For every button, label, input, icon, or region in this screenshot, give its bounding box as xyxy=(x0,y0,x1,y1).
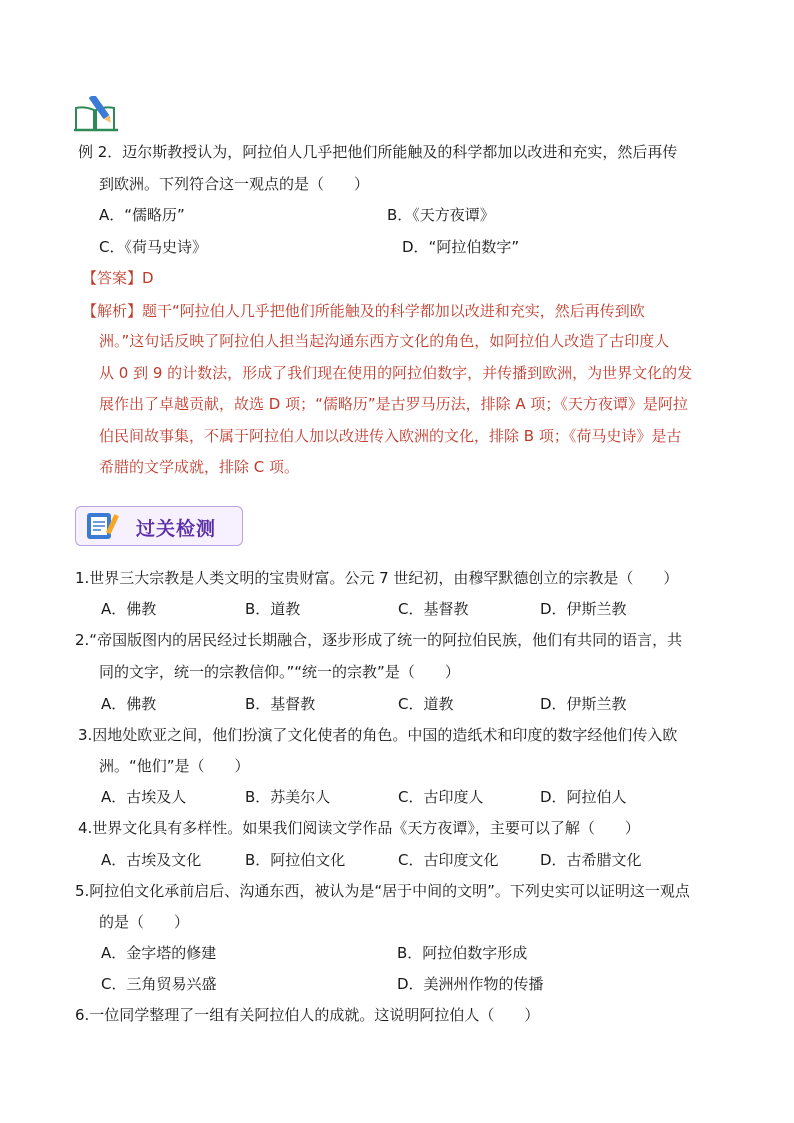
analysis-line-1 xyxy=(82,295,645,327)
example-question-line-1: 例 2．迈尔斯教授认为，阿拉伯人几乎把他们所能触及的科学都加以改进和充实，然后再传 xyxy=(78,143,678,161)
q4-option-b: B．阿拉伯文化 xyxy=(245,851,346,869)
q3-option-a: A．古埃及人 xyxy=(101,788,187,806)
analysis-line-4: 展作出了卓越贡献，故选 D 项；“儒略历”是古罗马历法，排除 A 项；《天方夜谭》是阿拉 xyxy=(99,395,688,413)
q1-option-b: B．道教 xyxy=(245,600,301,618)
q2-option-b: B．基督教 xyxy=(245,695,316,713)
q3-option-b: B．苏美尔人 xyxy=(245,788,331,806)
section-title: 过关检测 xyxy=(136,518,217,540)
q4-option-d: D．古希腊文化 xyxy=(540,851,642,869)
analysis-text: 题干“阿拉伯人几乎把他们所能触及的科学都加以改进和充实，然后再传到欧 xyxy=(142,302,645,320)
q5-option-c: C．三角贸易兴盛 xyxy=(101,975,217,993)
q5-option-b: B．阿拉伯数字形成 xyxy=(397,944,528,962)
answer-tag: 【答案】 xyxy=(82,269,143,287)
analysis-tag: 【解析】 xyxy=(82,302,143,320)
q2-option-c: C．道教 xyxy=(398,695,454,713)
answer-line xyxy=(82,262,154,294)
example-option-a: A．“儒略历” xyxy=(99,206,185,224)
q4-option-c: C．古印度文化 xyxy=(398,851,499,869)
example-option-b: B．《天方夜谭》 xyxy=(387,206,495,224)
q1-option-a: A．佛教 xyxy=(101,600,157,618)
analysis-line-6: 希腊的文学成就，排除 C 项。 xyxy=(99,458,300,476)
q3-line-2: 洲。“他们”是（ ） xyxy=(99,757,250,775)
q1-line-1: 1.世界三大宗教是人类文明的宝贵财富。公元 7 世纪初，由穆罕默德创立的宗教是（ ） xyxy=(75,569,679,587)
q5-line-2: 的是（ ） xyxy=(99,913,190,931)
q3-option-c: C．古印度人 xyxy=(398,788,484,806)
q2-line-1: 2.“帝国版图内的居民经过长期融合，逐步形成了统一的阿拉伯民族，他们有共同的语言，共 xyxy=(75,631,683,649)
q4-line-1: 4.世界文化具有多样性。如果我们阅读文学作品《天方夜谭》，主要可以了解（ ） xyxy=(78,819,640,837)
q2-option-a: A．佛教 xyxy=(101,695,157,713)
q3-option-d: D．阿拉伯人 xyxy=(540,788,627,806)
q5-line-1: 5.阿拉伯文化承前启后、沟通东西，被认为是“居于中间的文明”。下列史实可以证明这一观点 xyxy=(75,882,690,900)
q5-option-a: A．金字塔的修建 xyxy=(101,944,217,962)
section-banner xyxy=(75,506,243,546)
q6-line-1: 6.一位同学整理了一组有关阿拉伯人的成就。这说明阿拉伯人（ ） xyxy=(75,1006,540,1024)
q5-option-d: D．美洲州作物的传播 xyxy=(397,975,544,993)
book-pencil-icon xyxy=(72,96,120,136)
example-question-line-2: 到欧洲。下列符合这一观点的是（ ） xyxy=(99,175,370,193)
analysis-line-5: 伯民间故事集，不属于阿拉伯人加以改进传入欧洲的文化，排除 B 项；《荷马史诗》是古 xyxy=(99,427,682,445)
q3-line-1: 3.因地处欧亚之间，他们扮演了文化使者的角色。中国的造纸术和印度的数字经他们传入欧 xyxy=(78,726,678,744)
q1-option-d: D．伊斯兰教 xyxy=(540,600,627,618)
analysis-line-2: 洲。”这句话反映了阿拉伯人担当起沟通东西方文化的角色，如阿拉伯人改造了古印度人 xyxy=(99,332,670,350)
answer-value: D xyxy=(142,269,154,287)
example-option-c: C．《荷马史诗》 xyxy=(99,238,207,256)
q1-option-c: C．基督教 xyxy=(398,600,469,618)
analysis-line-3: 从 0 到 9 的计数法，形成了我们现在使用的阿拉伯数字，并传播到欧洲，为世界文化的发 xyxy=(99,364,693,382)
notepad-pencil-icon xyxy=(84,510,124,542)
q4-option-a: A．古埃及文化 xyxy=(101,851,202,869)
example-option-d: D．“阿拉伯数字” xyxy=(402,238,520,256)
q2-option-d: D．伊斯兰教 xyxy=(540,695,627,713)
q2-line-2: 同的文字，统一的宗教信仰。”“统一的宗教”是（ ） xyxy=(99,663,460,681)
